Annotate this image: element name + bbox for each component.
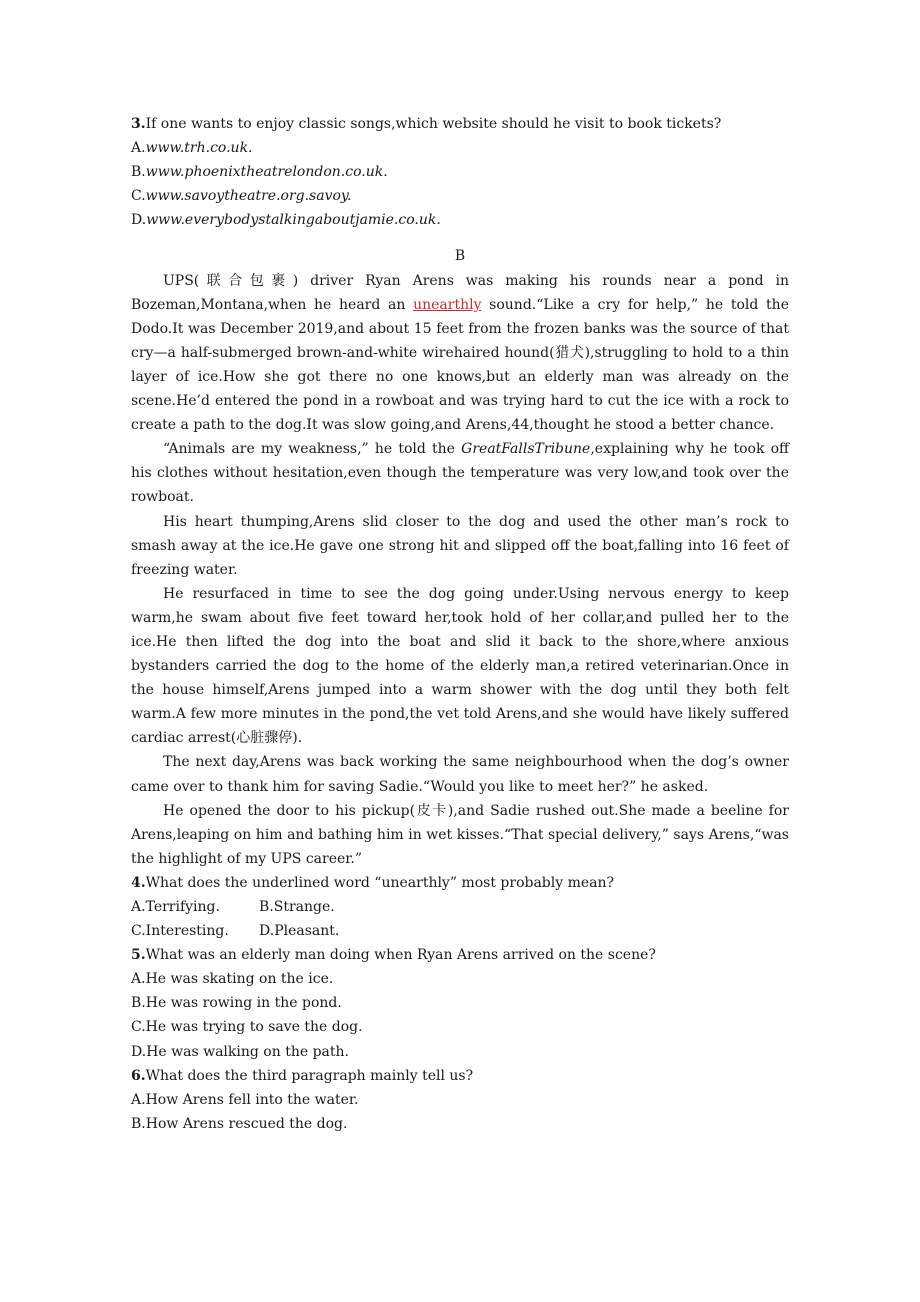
option-text: Strange. [273,899,335,915]
paragraph-text: ,explaining why he took off his clothes without hesitation,even though the temperature was very low,and took over the rowboat. [131,441,789,506]
option-letter: D. [131,1043,147,1060]
option-b [131,991,789,1015]
paragraph-3: His heart thumping,Arens slid closer to the dog and used the other man’s rock to smash away at the ice.He gave one strong hit and slipped off the boat,falling into 16 feet of freezing water. [131,513,789,578]
question-5 [131,943,789,1063]
option-c [131,919,259,943]
option-text: www.phoenixtheatrelondon.co.uk. [145,164,388,181]
option-row [131,895,789,919]
question-6 [131,1064,789,1136]
passage [131,269,789,871]
newspaper-name: GreatFallsTribune [461,441,591,458]
option-letter: A. [131,971,146,988]
option-text: Terrifying. [145,899,220,915]
option-letter: C. [131,923,146,940]
option-text: How Arens fell into the water. [145,1091,359,1108]
question-text: What does the underlined word “unearthly” most probably mean? [145,874,615,891]
option-letter: B. [131,995,146,1012]
option-text: He was rowing in the pond. [145,995,342,1012]
question-stem [131,1064,789,1088]
option-a [131,1088,789,1112]
question-number: 6. [131,1067,146,1084]
paragraph-1 [131,269,789,438]
option-letter: C. [131,1019,146,1036]
section-title: B [454,248,466,265]
paragraph-text: sound.“Like a cry for help,” he told the Dodo.It was December 2019,and about 15 feet from the frozen banks was the source of that cry—a half-submerged brown-and-white wirehaired hound(猎犬),struggling to hold to a thin layer of ice.How she got there no one knows,but an elderly man was already on the scene.He’d entered the pond in a rowboat and was trying hard to cut the ice with a rock to create a path to the dog.It was slow going,and Arens,44,thought he stood a better chance. [131,296,789,434]
option-a [131,136,789,160]
option-c [131,1015,789,1039]
option-b [259,895,335,919]
option-d [259,919,339,943]
option-d [131,208,789,232]
paragraph-6: He opened the door to his pickup(皮卡),and Sadie rushed out.She made a beeline for Arens,leaping on him and bathing him in wet kisses.“That special delivery,” says Arens,“was the highlight of my UPS career.” [131,802,789,867]
option-text: He was trying to save the dog. [145,1019,363,1036]
question-text: What was an elderly man doing when Ryan Arens arrived on the scene? [145,947,656,964]
underlined-word: unearthly [413,296,482,313]
question-number: 4. [131,874,146,891]
option-text: Pleasant. [274,923,340,940]
paragraph-text: UPS(联合包裹) driver Ryan Arens was making his rounds near a pond in Bozeman,Montana,when he heard an [131,272,789,313]
option-b [131,1112,789,1136]
option-letter: B. [131,1115,146,1132]
option-d [131,1040,789,1064]
question-stem [131,112,789,136]
option-b [131,160,789,184]
option-a [131,967,789,991]
document-page [131,112,789,1136]
option-text: How Arens rescued the dog. [145,1115,348,1132]
question-number: 3. [131,116,146,132]
paragraph-text: “Animals are my weakness,” he told the [163,441,462,458]
option-letter: B. [131,164,146,181]
question-4 [131,871,789,943]
paragraph-2 [131,437,789,509]
option-letter: A. [131,899,146,915]
option-text: He was walking on the path. [146,1043,349,1060]
option-letter: C. [131,188,146,205]
option-letter: A. [131,140,146,157]
question-text: If one wants to enjoy classic songs,which website should he visit to book tickets? [145,116,722,132]
option-text: www.trh.co.uk. [145,140,253,157]
paragraph-4: He resurfaced in time to see the dog going under.Using nervous energy to keep warm,he swam about five feet toward her,took hold of her collar,and pulled her to the ice.He then lifted the dog into the boat and slid it back to the shore,where anxious bystanders carried the dog to the home of the elderly man,a retired veterinarian.Once in the house himself,Arens jumped into a warm shower with the dog until they both felt warm.A few more minutes in the pond,the vet told Arens,and she would have likely suffered cardiac arrest(心脏骤停). [131,585,789,747]
option-letter: D. [259,923,275,940]
option-letter: B. [259,899,274,915]
option-letter: D. [131,212,147,229]
option-text: www.savoytheatre.org.savoy. [145,188,352,205]
paragraph-5: The next day,Arens was back working the same neighbourhood when the dog’s owner came over to thank him for saving Sadie.“Would you like to meet her?” he asked. [131,754,789,795]
option-text: He was skating on the ice. [145,971,334,988]
option-c [131,184,789,208]
question-3 [131,112,789,232]
option-text: Interesting. [145,923,229,940]
option-row [131,919,789,943]
question-text: What does the third paragraph mainly tell us? [145,1067,474,1084]
option-letter: A. [131,1091,146,1108]
question-stem [131,871,789,895]
option-a [131,895,259,919]
question-stem [131,943,789,967]
question-number: 5. [131,947,146,964]
option-text: www.everybodystalkingaboutjamie.co.uk. [146,212,441,229]
